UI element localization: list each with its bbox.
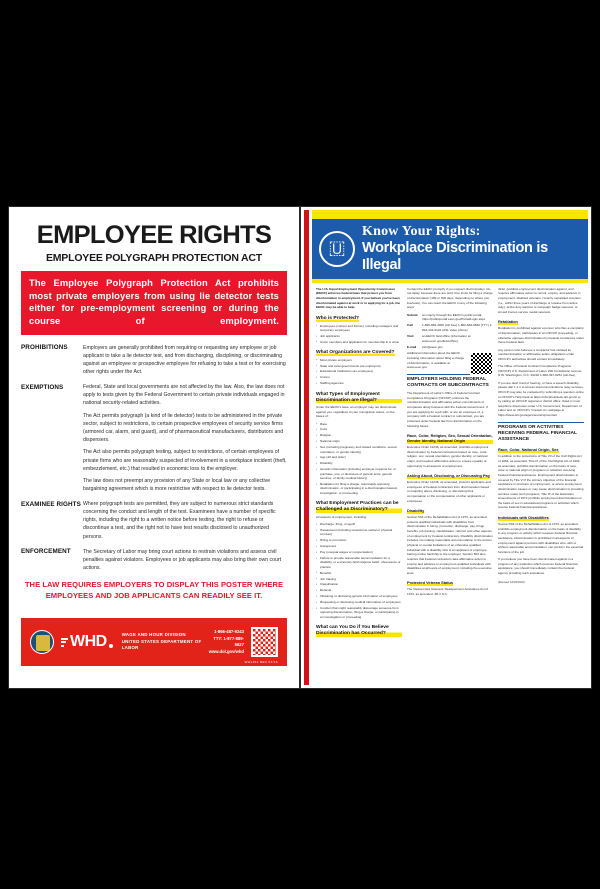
list-item: • Most private employers	[316, 358, 402, 362]
paragraph: The Secretary of Labor may bring court actions to restrain violations and assess civil penalties against violators. Employees or job applicants may also bring their own court actions.	[83, 548, 282, 571]
list-item: • Religion	[316, 433, 402, 437]
list-item: • Hiring or promotion	[316, 538, 402, 542]
list-item: • Educational institutions (as employers)	[316, 369, 402, 373]
agency-line-2: UNITED STATES DEPARTMENT OF LABOR	[121, 638, 202, 651]
eeoc-header-text	[362, 224, 581, 274]
list-item: • State and local governments (as employers)	[316, 364, 402, 368]
section-body	[83, 548, 287, 572]
federal-intro: The Department of Labor's Office of Federal Contract Compliance Programs (OFCCP) enforces the nondiscrimination and affirmative action commitments of companies doing business with the Federal Government. If you are applying for a job with, or are an employee of, a company with a Federal contract or subcontract, you are protected under Federal law from discrimination on the following bases:	[407, 391, 488, 428]
eeoc-frame	[304, 210, 588, 685]
list-item: • Unions	[316, 375, 402, 379]
section-label: EXAMINEE RIGHTS	[21, 500, 81, 508]
list-practices	[316, 522, 402, 619]
whd-contact-info	[209, 629, 244, 655]
contact-email	[407, 345, 493, 350]
whd-footer-bar	[21, 618, 287, 666]
list-item: • Retaliation for filing a charge, reasonably opposing discrimination, or participating in a discrimination lawsuit, investigation, or proceeding	[316, 482, 402, 495]
list-item: • Assignment	[316, 544, 402, 548]
eeoc-top-yellow-band	[312, 210, 588, 219]
eeoc-qr-code-icon[interactable]	[470, 352, 493, 375]
eppa-display-requirement: THE LAW REQUIRES EMPLOYERS TO DISPLAY THIS POSTER WHERE EMPLOYEES AND JOB APPLICANTS CAN READILY SEE IT.	[24, 579, 284, 600]
qr-code-icon[interactable]	[251, 627, 278, 657]
list-item: • Job training	[316, 577, 402, 581]
contact-call	[407, 323, 493, 332]
eeoc-column-2	[407, 287, 493, 704]
veteran-continued: 4212, prohibits employment discrimination against, and requires affirmative action to recruit, employ, and advance in employment, disabled veterans, recently separated veterans (i.e., within three years of discharge or release from active duty), active duty wartime or campaign badge veterans, or Armed Forces service medal veterans.	[498, 286, 581, 314]
race2-body: In addition to the protections of Title VII of the Civil Rights Act of 1964, as amended, Title IX of the Civil Rights Act of 1964, as amended, prohibits discrimination on the basis of race, color or national origin in programs or activities receiving Federal financial assistance. Employment discrimination is covered by Title VI if the primary objective of the financial assistance is provision of employment, or where employment discrimination causes or may cause discrimination in providing services under such programs. Title IX of the Education Amendments of 1972 prohibits employment discrimination on the basis of sex in educational programs or activities which receive Federal financial assistance.	[498, 454, 584, 510]
section-label: EXEMPTIONS	[21, 383, 64, 391]
list-item: • Obtaining or disclosing genetic information of employees	[316, 594, 402, 598]
heading-asking-about-pay: Asking About, Disclosing, or Discussing Pay	[407, 472, 490, 478]
whd-dot-icon	[109, 644, 113, 648]
contact-term: Submit	[407, 312, 418, 317]
heading-retaliation: Retaliation	[498, 319, 518, 325]
eeoc-column-3	[498, 287, 584, 704]
eeoc-header	[312, 219, 588, 279]
list-item: • Color	[316, 427, 402, 431]
poster-pair	[8, 206, 592, 689]
eppa-section-enforcement	[21, 548, 287, 572]
contact-submit	[407, 313, 493, 322]
whd-website[interactable]: www.dol.gov/whd	[208, 648, 244, 654]
list-item: • Conduct that might reasonably discourage someone from opposing discrimination, filing a charge, or participating in an investigation or proceeding	[316, 606, 402, 619]
veteran-body: The Vietnam Era Veterans' Readjustment Assistance Act of 1974, as amended, 38 U.S.C.	[407, 587, 489, 597]
heading-who-is-protected: Who is Protected?	[316, 316, 359, 322]
dol-seal-icon	[30, 630, 54, 654]
paragraph: The Act permits polygraph (a kind of lie detector) tests to be administered in the private sector, subject to restrictions, to certain prospective employees of security service firms (armored car, alarm, and guard), and of pharmaceutical manufacturers, distributors and dispensers.	[83, 412, 284, 443]
race-body: Executive Order 11246, as amended, prohibits employment discrimination by Federal contractors based on race, color, religion, sex, sexual orientation, gender identity, or national origin, and requires affirmative action to ensure equality of opportunity in all aspects of employment.	[407, 445, 489, 468]
heading-protected-veteran-status: Protected Veteran Status	[407, 580, 454, 586]
eppa-section-examinee-rights	[21, 500, 287, 540]
section-body	[83, 383, 287, 493]
list-item: • Sex (including pregnancy and related conditions, sexual orientation, or gender identity)	[316, 445, 402, 454]
pay-body: Executive Order 11246, as amended, protects applicants and employees of Federal contractors from discrimination based on inquiring about, disclosing, or discussing their compensation or the compensation of other applicants or employees.	[407, 480, 491, 503]
list-protected	[316, 324, 402, 345]
whd-agency-name	[122, 632, 209, 652]
list-item: • Genetic information (including employer requests for, or purchase, use, or disclosure of genetic tests, genetic services, or family medical history)	[316, 467, 402, 480]
list-item: • Job applicants	[316, 334, 402, 338]
heading-race-color-national-origin-sex: Race, Color, National Origin, Sex	[498, 447, 559, 453]
eppa-title: EMPLOYEE RIGHTS	[36, 221, 272, 249]
list-item: • Classification	[316, 582, 402, 586]
list-item: • Requesting or disclosing medical information of employees	[316, 600, 402, 604]
list-item: • Disability	[316, 461, 402, 465]
contact-visit	[407, 334, 493, 343]
retaliation-body-2: Any person who believes a contractor has violated its nondiscrimination or affirmative action obligations under OFCCP's authorities should contact immediately:	[498, 347, 575, 361]
list-item: • Harassment (including unwelcome verbal or physical conduct)	[316, 528, 402, 537]
contact-term: Call	[407, 323, 413, 328]
practices-intro: All aspects of employment, including:	[316, 514, 367, 519]
whd-tty: TTY: 1-877-889-5627	[213, 635, 244, 647]
list-organizations	[316, 358, 402, 386]
list-item: • Benefits	[316, 571, 402, 575]
eeoc-seal-icon: 🇺	[319, 231, 355, 267]
contact-term: E-mail	[407, 345, 417, 350]
whd-letters: WHD	[70, 633, 107, 650]
heading-individuals-with-disabilities: Individuals with Disabilities	[498, 514, 549, 520]
eppa-summary-box	[21, 271, 287, 335]
eppa-summary-text: The Employee Polygraph Protection Act prohibits most private employers from using lie detector tests either for pre-employment screening or during the course of employment.	[29, 277, 279, 327]
list-item: • Race	[316, 422, 402, 426]
heading-race-color-religion: Race, Color, Religion, Sex, Sexual Orientation, Gender Identity, National Origin	[407, 432, 493, 443]
paragraph: Where polygraph tests are permitted, they are subject to numerous strict standards concerning the conduct and length of the test. Examinees have a number of specific rights, including the right to a written notice before testing, the right to refuse or discontinue a test, and the right not to have test results disclosed to unauthorized persons.	[83, 501, 276, 540]
eppa-poster	[8, 206, 300, 689]
eeoc-header-line1: Know Your Rights:	[362, 224, 481, 239]
whd-phone: 1-866-487-9243	[214, 629, 244, 634]
flag-bars-icon	[61, 638, 68, 647]
heading-federal-financial-assistance: PROGRAMS OR ACTIVITIES RECEIVING FEDERAL FINANCIAL ASSISTANCE	[498, 422, 584, 443]
paragraph: Federal, State and local governments are not affected by the law. Also, the law does not apply to tests given by the Federal Government to certain private individuals engaged in national security-related activities.	[83, 384, 285, 407]
heading-types-illegal: What Types of Employment Discrimination are Illegal?	[316, 392, 402, 404]
eppa-sections	[21, 344, 287, 572]
list-item: • Employees (current and former), including managers and temporary employees	[316, 324, 402, 333]
paragraph: Employers are generally prohibited from requiring or requesting any employee or job applicant to take a lie detector test, and from discharging, disciplining, or discriminating against an employee or prospective employee for refusing to take a test or for exercising other rights under the Act.	[83, 344, 286, 375]
whd-wordmark	[61, 633, 113, 651]
list-item: • National origin	[316, 439, 402, 443]
paragraph: The Act also permits polygraph testing, subject to restrictions, of certain employees of private firms who are reasonably suspected of involvement in a workplace incident (theft, embezzlement, etc.) that resulted in economic loss to the employer.	[83, 449, 287, 472]
list-item: • Age (40 and older)	[316, 455, 402, 459]
list-item: • Referral	[316, 588, 402, 592]
contact-intro: Contact the EEOC promptly if you suspect discrimination. Do not delay, because there are strict time limits for filing a charge of discrimination (180 or 300 days, depending on where you live/work). You can reach the EEOC in any of the following ways:	[407, 286, 493, 310]
agency-line-1: WAGE AND HOUR DIVISION	[121, 632, 186, 638]
list-item: • Failure to provide reasonable accommodation for a disability, or a sincerely-held religious belief, observance or practice	[316, 556, 402, 569]
eeoc-poster	[300, 206, 592, 689]
paragraph: The law does not preempt any provision of any State or local law or any collective bargaining agreement which is more restrictive with respect to lie detector tests.	[83, 478, 271, 493]
contact-detail[interactable]: an EEOC field office (information at www.eeoc.gov/field-office)	[422, 334, 471, 343]
eeoc-header-line2: Workplace Discrimination is Illegal	[362, 240, 548, 274]
disability-body: Section 503 of the Rehabilitation Act of 1973, as amended, protects qualified individuals with disabilities from discrimination in hiring, promotion, discharge, pay, fringe benefits, job training, classification, referral, and other aspects of employment by Federal contractors. Disability discrimination includes not making reasonable accommodation to the known physical or mental limitations of an otherwise qualified individual with a disability who is an applicant or employee, barring undue hardship to the employer. Section 503 also requires that Federal contractors take affirmative action to employ and advance in employment qualified individuals with disabilities at all levels of employment, including the executive level.	[407, 515, 493, 575]
revision-date: (Revised 10/20/2022)	[498, 579, 525, 584]
eeoc-columns	[312, 283, 588, 704]
contact-detail: 1-800-669-4000 (toll free) 1-800-669-6820 (TTY) 1-844-234-5122 (ASL video phone)	[422, 323, 493, 333]
heading-organizations-covered: What Organizations are Covered?	[316, 350, 395, 356]
eppa-section-prohibitions	[21, 344, 287, 376]
eeoc-column-1	[316, 287, 402, 704]
ofccp-address: The Office of Federal Contract Compliance Programs (OFCCP) U.S. Department of Labor 200 Constitution Avenue, N.W. Washington, D.C. 20210 1-800-397-6251 (toll-free)	[498, 364, 583, 378]
list-protected-bases	[316, 422, 402, 496]
qr-note: Additional information about the EEOC, including information about filing a charge of discrimination, is available at www.eeoc.gov.	[407, 351, 465, 370]
list-item: • Union members and applicants for membership in a union	[316, 340, 402, 344]
list-item: • Discharge, firing, or layoff	[316, 522, 402, 526]
section-label: PROHIBITIONS	[21, 344, 68, 352]
tty-note: If you are deaf, hard of hearing, or have a speech disability, please dial 7-1-1 to access telecommunications relay services. OFCCP may also be contacted by submitting a question online to OFCCP's Help Desk at https://ofccphelpdesk.dol.gov/s/ or by calling an OFCCP regional or district office, listed in most telephone directories under U.S. Government, Department of Labor and on OFCCP's 'Contact Us' webpage at https://www.dol.gov/agencies/ofccp/contact	[498, 380, 584, 418]
individuals-body-2: If you believe you have been discriminated against in a program of any institution which receives Federal financial assistance, you should immediately contact the Federal agency providing such assistance.	[498, 557, 578, 575]
list-item: • Staffing agencies	[316, 381, 402, 385]
eppa-subtitle: EMPLOYEE POLYGRAPH PROTECTION ACT	[45, 252, 263, 264]
heading-disability: Disability	[407, 507, 425, 513]
eppa-section-exemptions	[21, 383, 287, 493]
heading-what-can-you-do: What can You Do if You Believe Discrimination has Occurred?	[316, 625, 402, 637]
individuals-body: Section 504 of the Rehabilitation Act of 1973, as amended, prohibits employment discrimination on the basis of disability in any program or activity which receives Federal financial assistance. Discrimination is prohibited in all aspects of employment against persons with disabilities who, with or without reasonable accommodation, can perform the essential functions of the job.	[498, 521, 584, 554]
eeoc-intro: The U.S. Equal Employment Opportunity Commission (EEOC) enforces Federal laws that protect you from discrimination in employment. If you believe you've been discriminated against at work or in applying for a job, the EEOC may be able to help.	[316, 286, 401, 310]
heading-practices-challenged: What Employment Practices can be Challenged as Discriminatory?	[316, 501, 402, 513]
heading-federal-contracts: EMPLOYERS HOLDING FEDERAL CONTRACTS OR SUBCONTRACTS	[407, 374, 493, 389]
types-intro: Under the EEOC's laws, an employer may not discriminate against you, regardless of your immigration status, on the bases of:	[316, 405, 397, 419]
list-item: • Pay (unequal wages or compensation)	[316, 550, 402, 554]
section-body	[83, 344, 287, 376]
contact-detail[interactable]: an inquiry through the EEOC's public portal: https://publicportal.eeoc.gov/Portal/Login.aspx	[422, 312, 486, 322]
retaliation-body: Retaliation is prohibited against a person who files a complaint of discrimination, participates in an OFCCP proceeding, or otherwise opposes discrimination by Federal contractors under these Federal laws.	[498, 326, 584, 345]
section-label: ENFORCEMENT	[21, 548, 71, 556]
contact-term: Visit	[407, 334, 414, 339]
section-body	[83, 500, 287, 540]
contact-detail[interactable]: info@eeoc.gov	[422, 345, 443, 350]
whd-form-code: WH1462 REV 07/16	[244, 660, 278, 664]
